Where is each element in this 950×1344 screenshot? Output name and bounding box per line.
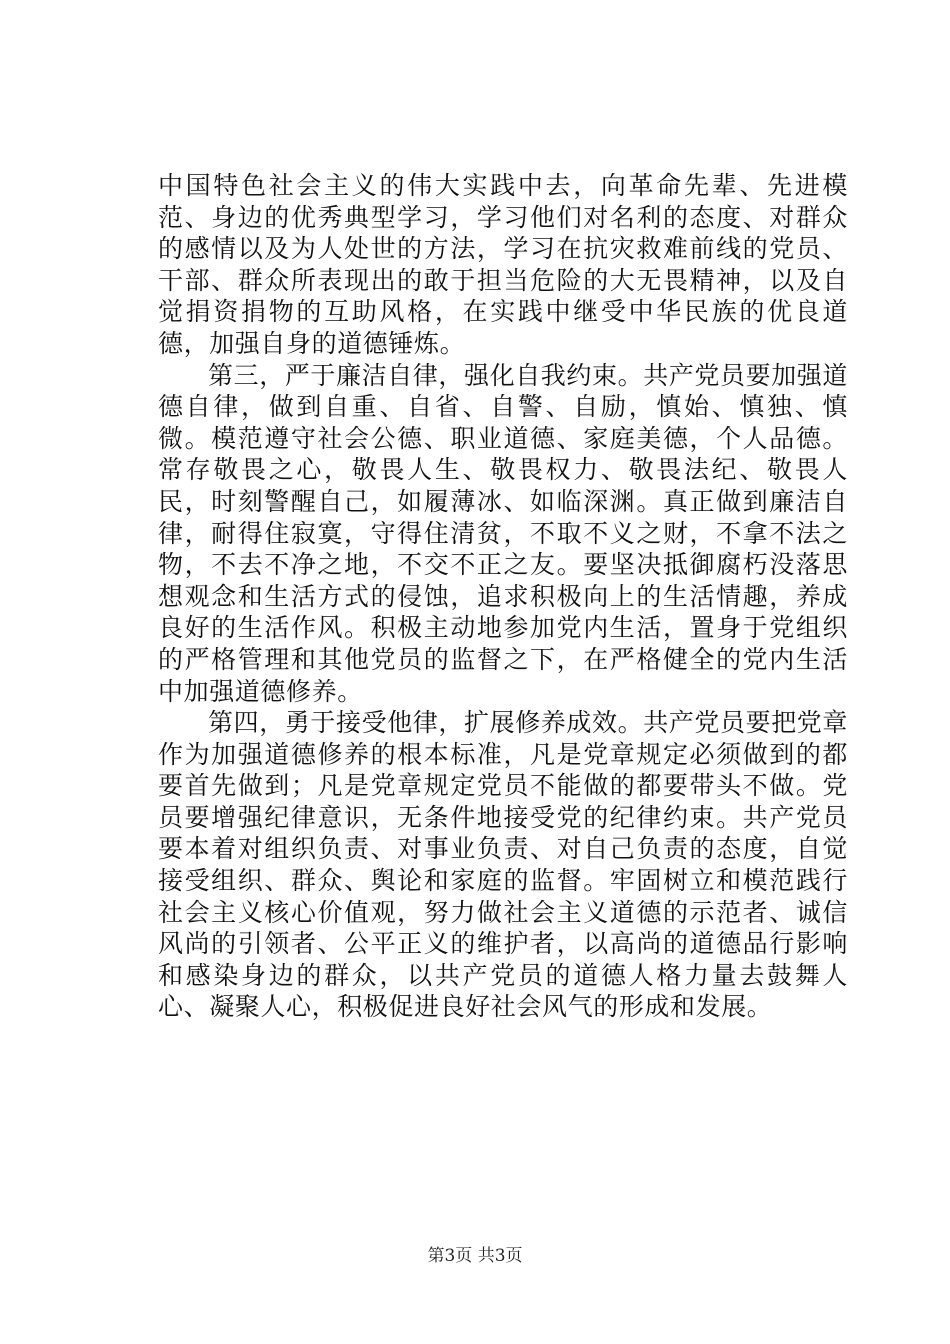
page-number-footer: 第3页 共3页 bbox=[427, 1246, 523, 1266]
paragraph-2: 第三，严于廉洁自律，强化自我约束。共产党员要加强道德自律，做到自重、自省、自警、自励，慎始、慎独、慎微。模范遵守社会公德、职业道德、家庭美德，个人品德。常存敬畏之心，敬畏人生、敬畏权力、敬畏法纪、敬畏人民，时刻警醒自己，如履薄冰、如临深渊。真正做到廉洁自律，耐得住寂寞，守得住清贫，不取不义之财，不拿不法之物，不去不净之地，不交不正之友。要坚决抵御腐朽没落思想观念和生活方式的侵蚀，追求积极向上的生活情趣，养成良好的生活作风。积极主动地参加党内生活，置身于党组织的严格管理和其他党员的监督之下，在严格健全的党内生活中加强道德修养。 bbox=[158, 360, 849, 706]
paragraph-1: 中国特色社会主义的伟大实践中去，向革命先辈、先进模范、身边的优秀典型学习，学习他们对名利的态度、对群众的感情以及为人处世的方法，学习在抗灾救难前线的党员、干部、群众所表现出的敢于担当危险的大无畏精神，以及自觉捐资捐物的互助风格，在实践中继受中华民族的优良道德，加强自身的道德锤炼。 bbox=[158, 171, 848, 358]
document-body bbox=[158, 170, 848, 1023]
paragraph-3: 第四，勇于接受他律，扩展修养成效。共产党员要把党章作为加强道德修养的根本标准，凡是党章规定必须做到的都要首先做到；凡是党章规定党员不能做的都要带头不做。党员要增强纪律意识，无条件地接受党的纪律约束。共产党员要本着对组织负责、对事业负责、对自己负责的态度，自觉接受组织、群众、舆论和家庭的监督。牢固树立和模范践行社会主义核心价值观，努力做社会主义道德的示范者、诚信风尚的引领者、公平正义的维护者，以高尚的道德品行影响和感染身边的群众，以共产党员的道德人格力量去鼓舞人心、凝聚人心，积极促进良好社会风气的形成和发展。 bbox=[158, 708, 849, 1022]
